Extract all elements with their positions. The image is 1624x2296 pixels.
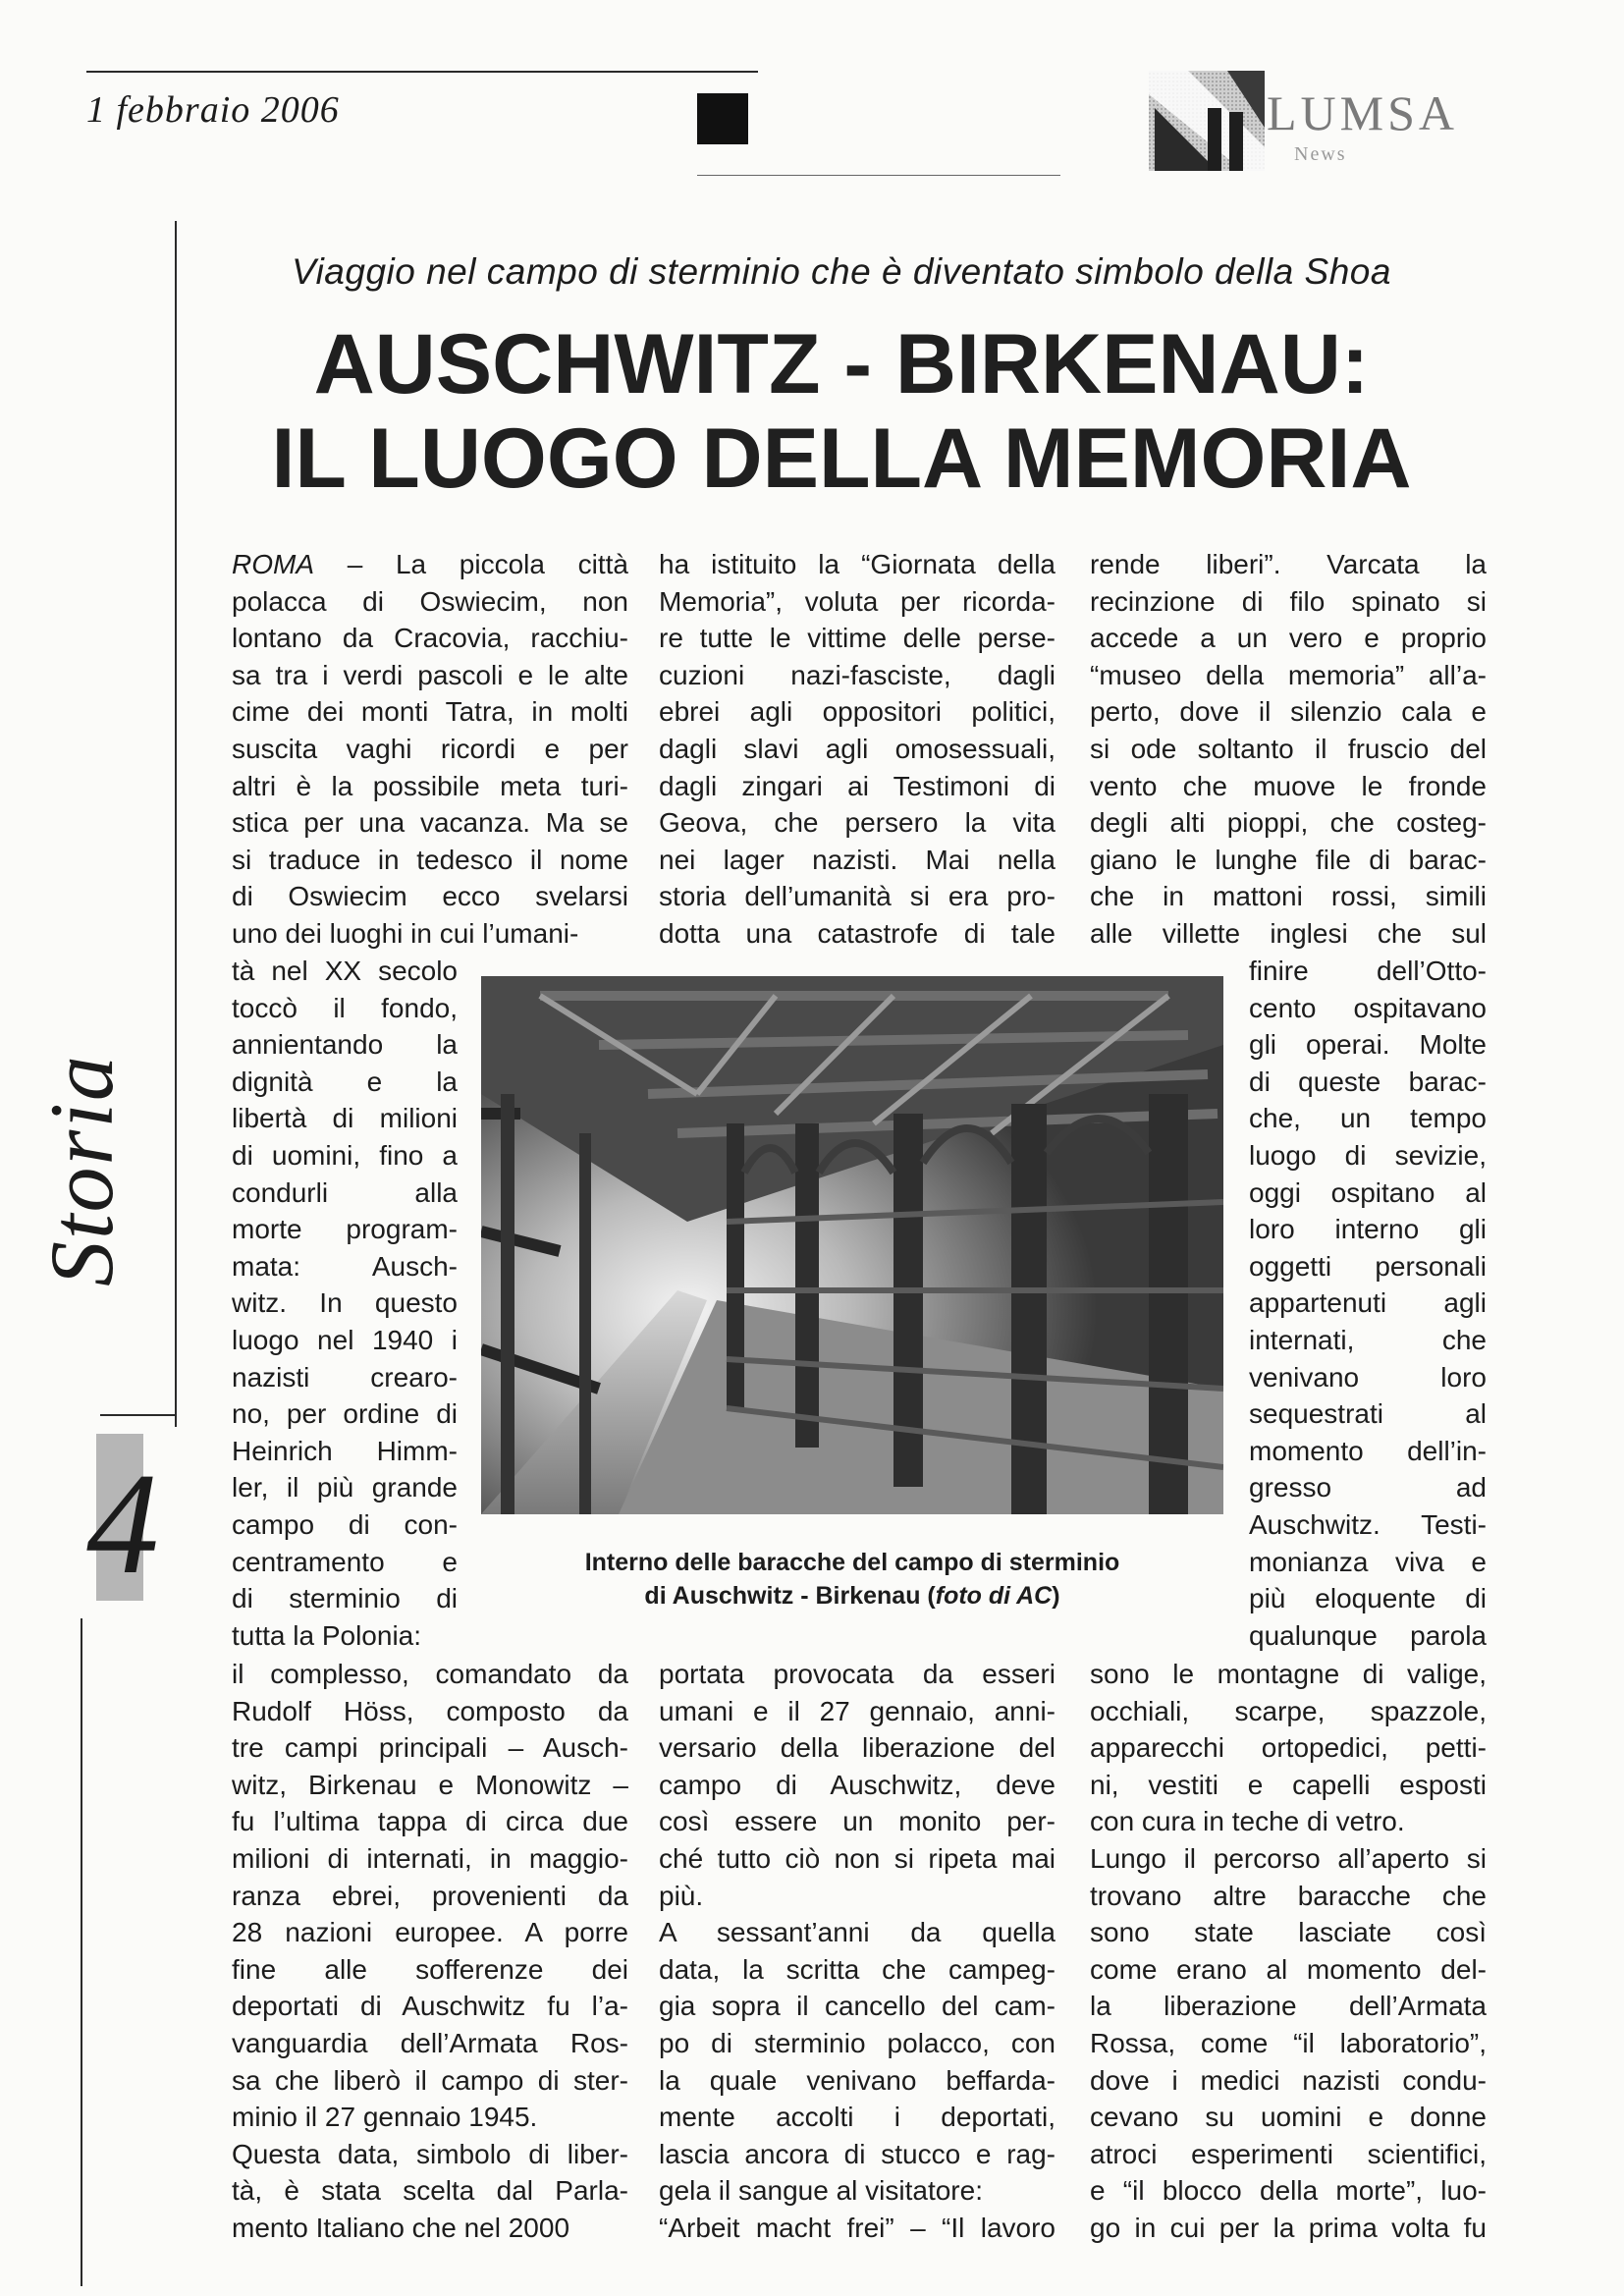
text-line: fu l’ultima tappa di circa due [232,1806,628,1837]
column-1-wrap [232,953,458,1654]
text-line: tà nel XX secolo [232,956,458,986]
text-line: witz. In questo [232,1287,458,1319]
logo-wordmark: LUMSA [1267,85,1459,140]
text-line: mente accolti i deportati, [659,2102,1056,2133]
barracks-photo [481,976,1223,1514]
text-line: Questa data, simbolo di liber- [232,2138,628,2169]
text-line: dignità e la [232,1066,458,1097]
top-rule [86,71,758,73]
text-line: che, un tempo [1249,1103,1487,1134]
text-line: ler, il più grande [232,1472,458,1503]
text-line: toccò il fondo, [232,992,458,1023]
text-line: recinzione di filo spinato si [1090,585,1487,617]
text-line: oggi ospitano al [1249,1176,1487,1208]
logo-subtitle: News [1294,143,1347,165]
text-line: dagli zingari ai Testimoni di [659,770,1056,801]
text-line: libertà di milioni [232,1103,458,1134]
text-line: 28 nazioni europee. A porre [232,1917,628,1948]
text-line: altri è la possibile meta turi- [232,770,628,801]
text-line: Lungo il percorso all’aperto si [1090,1842,1487,1874]
text-line: di uomini, fino a [232,1139,458,1171]
text-line: portata provocata da esseri [659,1659,1056,1689]
text-line: mata: Ausch- [232,1250,458,1282]
text-line: sa che liberò il campo di ster- [232,2064,628,2096]
text-line: dagli slavi agli omosessuali, [659,733,1056,764]
text-line: ni, vestiti e capelli esposti [1090,1769,1487,1800]
text-line: cento ospitavano [1249,992,1487,1023]
column-3-bottom [1090,1656,1487,2247]
text-line: storia dell’umanità si era pro- [659,881,1056,912]
text-line: finire dell’Otto- [1249,956,1487,986]
text-line: e “il blocco della morte”, luo- [1090,2175,1487,2207]
text-line: mento Italiano che nel 2000 [232,2212,570,2243]
text-line: tre campi principali – Ausch- [232,1732,628,1764]
text-line: momento dell’in- [1249,1435,1487,1466]
text-line: atroci esperimenti scientifici, [1090,2138,1487,2169]
text-line: gela il sangue al visitatore: [659,2175,983,2207]
text-line: di sterminio di [232,1583,458,1614]
text-line: di queste barac- [1249,1066,1487,1097]
text-line: luogo di sevizie, [1249,1139,1487,1171]
text-line: appartenuti agli [1249,1287,1487,1319]
text-line: minio il 27 gennaio 1945. [232,2102,538,2133]
text-line: lascia ancora di stucco e rag- [659,2138,1056,2169]
text-line: polacca di Oswiecim, non [232,585,628,617]
issue-date: 1 febbraio 2006 [86,89,340,131]
caption-line-1: Interno delle baracche del campo di sterminio [584,1549,1120,1576]
text-line: deportati di Auschwitz fu l’a- [232,1991,628,2022]
text-line: accede a un vero e proprio [1090,623,1487,654]
text-line: Geova, che persero la vita [659,807,1056,839]
text-line: perto, dove il silenzio cala e [1090,696,1487,728]
text-line: cuzioni nazi-fasciste, dagli [659,659,1056,690]
text-line: rende liberi”. Varcata la [1090,549,1487,579]
text-line: data, la scritta che campeg- [659,1953,1056,1985]
text-line: fine alle sofferenze dei [232,1953,628,1985]
text-line: cime dei monti Tatra, in molti [232,696,628,728]
text-line: witz, Birkenau e Monowitz – [232,1769,628,1800]
text-line: ROMA – La piccola città [232,549,628,579]
text-line: nazisti crearo- [232,1361,458,1393]
text-line: Rudolf Höss, composto da [232,1695,628,1726]
text-line: come erano al momento del- [1090,1953,1487,1985]
header-square [697,93,748,144]
text-line: di Oswiecim ecco svelarsi [232,881,628,912]
text-line: morte program- [232,1214,458,1245]
column-2-top [659,546,1056,953]
column-1-top [232,546,628,953]
margin-rule-horizontal [100,1414,177,1416]
text-line: internati, che [1249,1324,1487,1355]
text-line: ebrei agli oppositori politici, [659,696,1056,728]
text-line: versario della liberazione del [659,1732,1056,1764]
text-line: alle villette inglesi che sul [1090,917,1487,949]
text-line: qualunque parola [1249,1619,1487,1651]
headline-line-2: IL LUOGO DELLA MEMORIA [271,411,1412,506]
photo-caption [481,1546,1223,1613]
article-kicker: Viaggio nel campo di sterminio che è diventato simbolo della Shoa [292,251,1391,292]
text-line: così essere un monito per- [659,1806,1056,1837]
text-line: che in mattoni rossi, simili [1090,881,1487,912]
page-number: 4 [86,1444,159,1605]
text-line: sono state lasciate così [1090,1917,1487,1948]
text-line: ha istituito la “Giornata della [659,549,1056,579]
text-line: il complesso, comandato da [232,1659,628,1689]
text-line: gresso ad [1249,1472,1487,1503]
column-3-wrap [1249,953,1487,1654]
text-line: no, per ordine di [232,1398,458,1430]
text-line: Rossa, come “il laboratorio”, [1090,2027,1487,2058]
text-line: più eloquente di [1249,1583,1487,1614]
section-label: Storia [31,1054,132,1286]
text-line: go in cui per la prima volta fu [1090,2212,1487,2243]
column-3-top [1090,546,1487,953]
text-line: centramento e [232,1546,458,1577]
text-line: vanguardia dell’Armata Ros- [232,2027,628,2058]
text-line: cevano su uomini e donne [1090,2102,1487,2133]
text-line: ranza ebrei, provenienti da [232,1880,628,1911]
text-line: sequestrati al [1249,1398,1487,1430]
text-line: ché tutto ciò non si ripeta mai [659,1842,1056,1874]
caption-photo-credit: foto di AC [935,1582,1053,1610]
text-line: Memoria”, voluta per ricorda- [659,585,1056,617]
text-line: campo di Auschwitz, deve [659,1769,1056,1800]
text-line: dotta una catastrofe di tale [659,917,1056,949]
text-line: nei lager nazisti. Mai nella [659,844,1056,875]
text-line: si traduce in tedesco il nome [232,844,628,875]
text-line: la quale venivano beffarda- [659,2064,1056,2096]
text-line: loro interno gli [1249,1214,1487,1245]
caption-line-2-prefix: di Auschwitz - Birkenau ( [644,1582,936,1610]
headline-line-1: AUSCHWITZ - BIRKENAU: [313,317,1370,411]
text-line: milioni di internati, in maggio- [232,1842,628,1874]
text-line: sono le montagne di valige, [1090,1659,1487,1689]
text-line: suscita vaghi ricordi e per [232,733,628,764]
text-line: po di sterminio polacco, con [659,2027,1056,2058]
margin-rule-vertical-lower [81,1618,82,2286]
text-line: giano le lunghe file di barac- [1090,844,1487,875]
text-line: campo di con- [232,1508,458,1540]
text-line: Auschwitz. Testi- [1249,1508,1487,1540]
text-line: gli operai. Molte [1249,1029,1487,1061]
text-line: re tutte le vittime delle perse- [659,623,1056,654]
text-line: monianza viva e [1249,1546,1487,1577]
text-line: “Arbeit macht frei” – “Il lavoro [659,2212,1056,2243]
text-line: dove i medici nazisti condu- [1090,2064,1487,2096]
text-line: oggetti personali [1249,1250,1487,1282]
text-line: uno dei luoghi in cui l’umani- [232,917,579,949]
column-1-bottom [232,1656,628,2247]
text-line: più. [659,1880,704,1911]
text-line: sa tra i verdi pascoli e le alte [232,659,628,690]
dateline: ROMA [232,549,314,579]
text-line: “museo della memoria” all’a- [1090,659,1487,690]
text-line: A sessant’anni da quella [659,1917,1056,1948]
text-line: degli alti pioppi, che costeg- [1090,807,1487,839]
text-line: occhiali, scarpe, spazzole, [1090,1695,1487,1726]
text-line: annientando la [232,1029,458,1061]
text-line: lontano da Cracovia, racchiu- [232,623,628,654]
text-line: stica per una vacanza. Ma se [232,807,628,839]
text-line: tutta la Polonia: [232,1619,422,1651]
text-line: venivano loro [1249,1361,1487,1393]
text-line: con cura in teche di vetro. [1090,1806,1405,1837]
header-rule [697,175,1060,176]
text-line: tà, è stata scelta dal Parla- [232,2175,628,2207]
column-2-bottom [659,1656,1056,2247]
text-line: gia sopra il cancello del cam- [659,1991,1056,2022]
caption-line-2-suffix: ) [1052,1582,1060,1610]
text-line: trovano altre baracche che [1090,1880,1487,1911]
text-line: umani e il 27 gennaio, anni- [659,1695,1056,1726]
text-line: la liberazione dell’Armata [1090,1991,1487,2022]
text-line: vento che muove le fronde [1090,770,1487,801]
text-line: condurli alla [232,1176,458,1208]
text-line: si ode soltanto il fruscio del [1090,733,1487,764]
text-line: Heinrich Himm- [232,1435,458,1466]
text-line: luogo nel 1940 i [232,1324,458,1355]
text-line: apparecchi ortopedici, petti- [1090,1732,1487,1764]
